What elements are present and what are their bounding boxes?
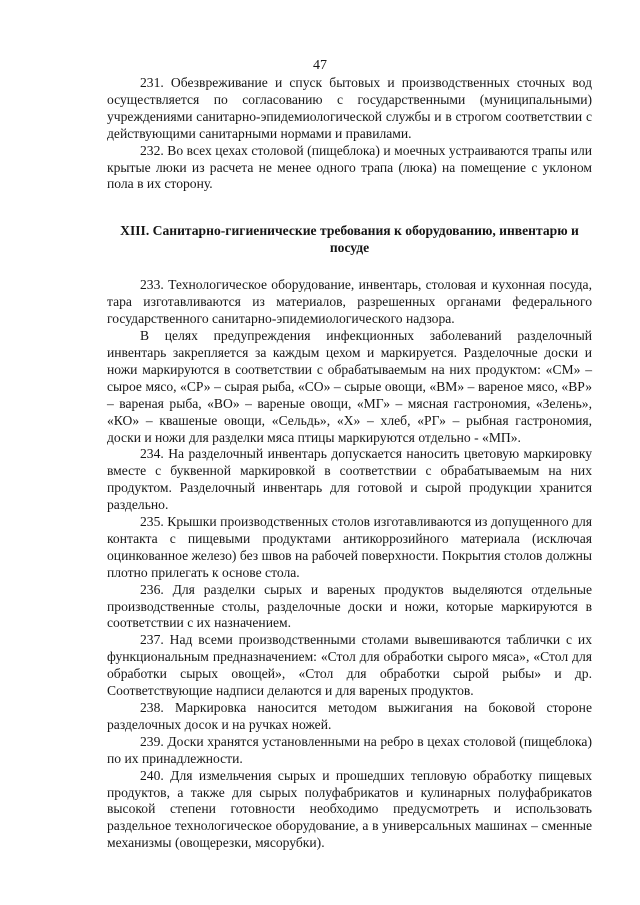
spacer: [107, 193, 592, 222]
paragraph-239: 239. Доски хранятся установленными на ребро в цехах столовой (пищеблока) по их принадлежности.: [107, 733, 592, 766]
document-body: [107, 75, 592, 852]
paragraph-232: 232. Во всех цехах столовой (пищеблока) и моечных устраиваются трапы или крытые люки из расчета не менее одного трапа (люка) на помещение с уклоном пола в их сторону.: [107, 142, 592, 192]
paragraph-235: 235. Крышки производственных столов изготавливаются из допущенного для контакта с пищевыми продуктами антикоррозийного материала (исключая оцинкованное железо) без швов на рабочей поверхности. Покрытия столов должны плотно прилегать к основе стола.: [107, 514, 592, 580]
paragraph-240: 240. Для измельчения сырых и прошедших тепловую обработку пищевых продуктов, а также для сырых полуфабрикатов и кулинарных полуфабрикатов высокой степени готовности необходимо предусмотреть и использовать раздельное технологическое оборудование, а в универсальных машинах – сменные механизмы (овощерезки, мясорубки).: [107, 767, 592, 851]
paragraph-234: 234. На разделочный инвентарь допускается наносить цветовую маркировку вместе с буквенной маркировкой в соответствии с обрабатываемым на них продуктом. Разделочный инвентарь для готовой и сырой продукции хранится раздельно.: [107, 446, 592, 513]
spacer: [107, 256, 592, 277]
paragraph-marking: В целях предупреждения инфекционных заболеваний разделочный инвентарь закрепляется за каждым цехом и маркируется. Разделочные доски и ножи маркируются в соответствии с обрабатываемым на них продуктом: «СМ» – сырое мясо, «СР» – сырая рыба, «СО» – сырые овощи, «ВМ» – вареное мясо, «ВР» – вареная рыба, «ВО» – вареные овощи, «МГ» – мясная гастрономия, «Зелень», «КО» – квашеные овощи, «Сельдь», «Х» – хлеб, «РГ» – рыбная гастрономия, доски и ножи для разделки мяса птицы маркируются отдельно - «МП».: [107, 328, 592, 445]
paragraph-233: 233. Технологическое оборудование, инвентарь, столовая и кухонная посуда, тара изготавливаются из материалов, разрешенных органами федерального государственного санитарно-эпидемиологического надзора.: [107, 277, 592, 327]
paragraph-236: 236. Для разделки сырых и вареных продуктов выделяются отдельные производственные столы, разделочные доски и ножи, которые маркируются в соответствии с их назначением.: [107, 581, 592, 631]
page-number: 47: [313, 58, 327, 73]
paragraph-231: 231. Обезвреживание и спуск бытовых и производственных сточных вод осуществляется по согласованию с государственными (муниципальными) учреждениями санитарно-эпидемиологической службы и в строгом соответствии с действующими санитарными нормами и правилами.: [107, 75, 592, 141]
paragraph-237: 237. Над всеми производственными столами вывешиваются таблички с их функциональным предназначением: «Стол для обработки сырого мяса», «Стол для обработки сырых овощей», «Стол для обработки сырой рыбы» и др. Соответствующие надписи делаются и для вареных продуктов.: [107, 632, 592, 699]
section-title: XIII. Санитарно-гигиенические требования к оборудованию, инвентарю и посуде: [120, 223, 579, 256]
paragraph-238: 238. Маркировка наносится методом выжигания на боковой стороне разделочных досок и на ручках ножей.: [107, 700, 592, 732]
